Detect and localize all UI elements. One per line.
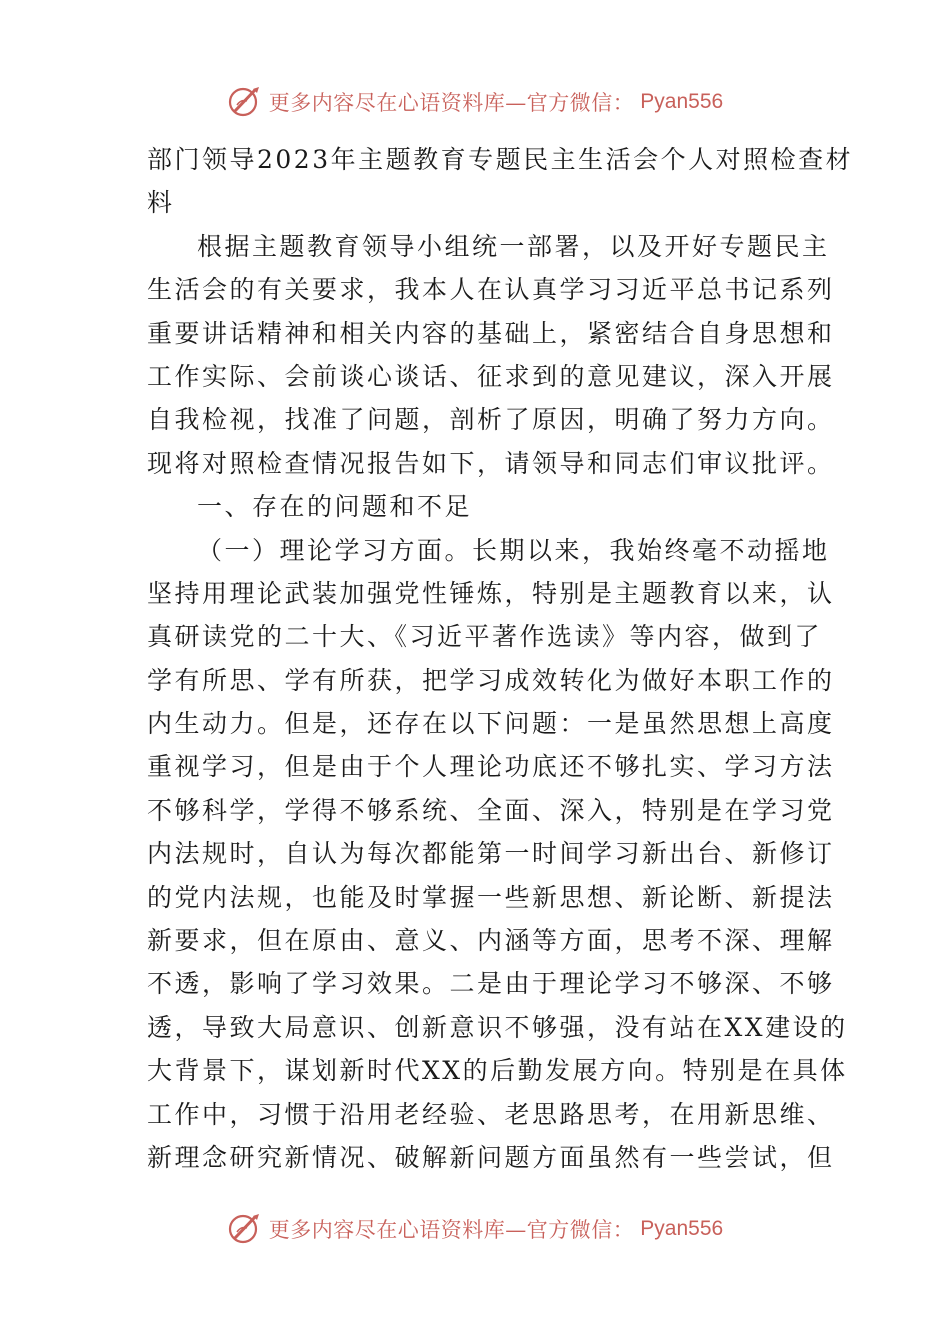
paragraph-line: 大背景下，谋划新时代XX的后勤发展方向。特别是在具体 [147,1056,848,1086]
paragraph-line: 工作实际、会前谈心谈话、征求到的意见建议，深入开展 [147,361,835,391]
paragraph-line: （一）理论学习方面。长期以来，我始终毫不动摇地 [197,535,830,565]
paragraph-line: 新要求，但在原由、意义、内涵等方面，思考不深、理解 [147,926,835,956]
paragraph-line: 学有所思、学有所获，把学习成效转化为做好本职工作的 [147,665,835,695]
paragraph-line: 不透，影响了学习效果。二是由于理论学习不够深、不够 [147,969,835,999]
watermark-banner-bottom [0,1207,950,1251]
watermark-text: 更多内容尽在心语资料库—官方微信： [268,91,635,115]
document-title-line-1: 部门领导2023年主题教育专题民主生活会个人对照检查材 [147,145,854,174]
paragraph-line: 透，导致大局意识、创新意识不够强，没有站在XX建设的 [147,1012,848,1042]
document-title-line-2: 料 [147,188,175,218]
paragraph-line: 真研读党的二十大、《习近平著作选读》等内容，做到了 [147,622,823,652]
paragraph-line: 现将对照检查情况报告如下，请领导和同志们审议批评。 [147,448,835,478]
paragraph-line: 的党内法规，也能及时掌握一些新思想、新论断、新提法 [147,882,835,912]
watermark-banner-inner [227,84,723,120]
paragraph-line: 不够科学，学得不够系统、全面、深入，特别是在学习党 [147,795,835,825]
watermark-text: 更多内容尽在心语资料库—官方微信： [268,1218,635,1242]
watermark-banner-inner [227,1211,723,1247]
paragraph-line: 根据主题教育领导小组统一部署，以及开好专题民主 [197,231,830,261]
paragraph-line: 内生动力。但是，还存在以下问题：一是虽然思想上高度 [147,709,835,739]
pen-in-circle-logo-icon [227,1211,263,1247]
paragraph-line: 内法规时，自认为每次都能第一时间学习新出台、新修订 [147,839,835,869]
paragraph-line: 生活会的有关要求，我本人在认真学习习近平总书记系列 [147,275,835,305]
paragraph-line: 自我检视，找准了问题，剖析了原因，明确了努力方向。 [147,405,835,435]
watermark-banner-top [0,80,950,124]
pen-in-circle-logo-icon [227,84,263,120]
paragraph-line: 重要讲话精神和相关内容的基础上，紧密结合自身思想和 [147,318,835,348]
paragraph-line: 工作中，习惯于沿用老经验、老思路思考，在用新思维、 [147,1099,835,1129]
watermark-wechat-id: Pyan556 [640,90,724,113]
watermark-wechat-id: Pyan556 [640,1217,724,1240]
paragraph-line: 重视学习，但是由于个人理论功底还不够扎实、学习方法 [147,752,835,782]
paragraph-line: 坚持用理论武装加强党性锤炼，特别是主题教育以来，认 [147,578,835,608]
document-body [147,138,854,1179]
paragraph-line: 新理念研究新情况、破解新问题方面虽然有一些尝试，但 [147,1142,835,1172]
section-heading: 一、存在的问题和不足 [197,492,473,522]
